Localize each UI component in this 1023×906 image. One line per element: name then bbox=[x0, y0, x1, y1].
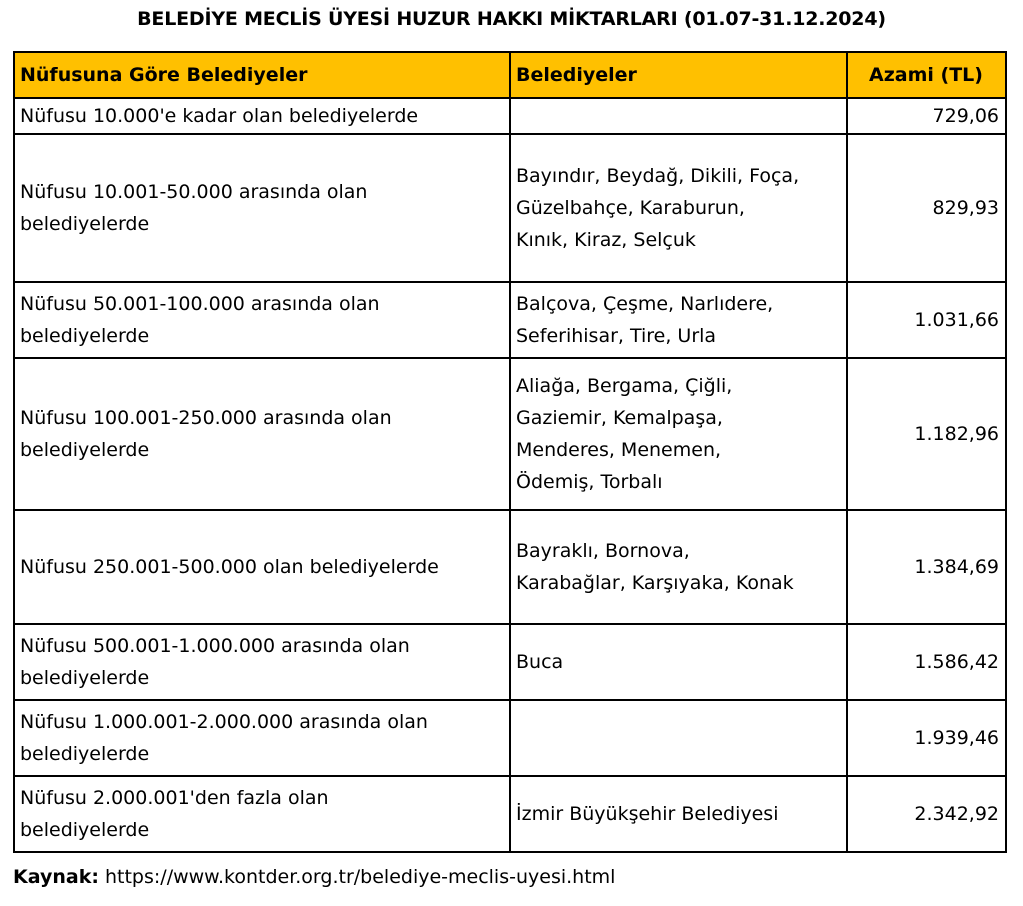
header-category: Nüfusuna Göre Belediyeler bbox=[14, 52, 510, 98]
category-cell-line: Nüfusu 10.000'e kadar olan belediyelerde bbox=[20, 105, 419, 127]
municipalities-cell bbox=[510, 624, 847, 700]
municipalities-cell-line: Ödemiş, Torbalı bbox=[516, 471, 663, 493]
category-cell bbox=[14, 134, 510, 282]
category-cell-line: belediyelerde bbox=[20, 743, 150, 765]
category-cell bbox=[14, 776, 510, 852]
source-note bbox=[13, 866, 615, 888]
municipalities-cell-line: İzmir Büyükşehir Belediyesi bbox=[516, 803, 779, 825]
table-row bbox=[14, 624, 1006, 700]
header-amount: Azami (TL) bbox=[847, 52, 1006, 98]
municipalities-cell bbox=[510, 776, 847, 852]
header-municipalities: Belediyeler bbox=[510, 52, 847, 98]
municipalities-cell-line: Menderes, Menemen, bbox=[516, 439, 722, 461]
municipalities-cell bbox=[510, 358, 847, 510]
municipalities-cell-line: Bayraklı, Bornova, bbox=[516, 540, 690, 562]
category-cell-line: belediyelerde bbox=[20, 325, 150, 347]
amount-cell: 1.031,66 bbox=[847, 282, 1006, 358]
amount-cell: 729,06 bbox=[847, 98, 1006, 134]
amount-cell: 1.182,96 bbox=[847, 358, 1006, 510]
table-row bbox=[14, 358, 1006, 510]
municipalities-cell-line: Kınık, Kiraz, Selçuk bbox=[516, 229, 696, 251]
municipalities-cell bbox=[510, 134, 847, 282]
category-cell bbox=[14, 358, 510, 510]
municipalities-cell-line: Seferihisar, Tire, Urla bbox=[516, 325, 717, 347]
municipalities-cell bbox=[510, 282, 847, 358]
table-header-row bbox=[14, 52, 1006, 98]
amount-cell: 1.384,69 bbox=[847, 510, 1006, 624]
municipalities-cell-line: Karabağlar, Karşıyaka, Konak bbox=[516, 572, 794, 594]
amount-cell: 1.939,46 bbox=[847, 700, 1006, 776]
municipalities-cell-line: Aliağa, Bergama, Çiğli, bbox=[516, 375, 733, 397]
table-row bbox=[14, 700, 1006, 776]
document-title: BELEDİYE MECLİS ÜYESİ HUZUR HAKKI MİKTARLARI (01.07-31.12.2024) bbox=[137, 8, 886, 30]
category-cell-line: Nüfusu 10.001-50.000 arasında olan bbox=[20, 181, 368, 203]
amount-cell: 2.342,92 bbox=[847, 776, 1006, 852]
category-cell-line: Nüfusu 250.001-500.000 olan belediyelerde bbox=[20, 556, 439, 578]
category-cell bbox=[14, 282, 510, 358]
source-label: Kaynak: bbox=[13, 866, 99, 888]
category-cell-line: Nüfusu 50.001-100.000 arasında olan bbox=[20, 293, 380, 315]
municipalities-cell-line: Gaziemir, Kemalpaşa, bbox=[516, 407, 723, 429]
category-cell-line: belediyelerde bbox=[20, 439, 150, 461]
category-cell-line: Nüfusu 2.000.001'den fazla olan bbox=[20, 787, 329, 809]
municipalities-cell-line: Güzelbahçe, Karaburun, bbox=[516, 197, 745, 219]
category-cell-line: Nüfusu 100.001-250.000 arasında olan bbox=[20, 407, 392, 429]
table-row bbox=[14, 510, 1006, 624]
allowance-table bbox=[13, 51, 1007, 853]
category-cell bbox=[14, 510, 510, 624]
category-cell-line: belediyelerde bbox=[20, 213, 150, 235]
amount-cell: 1.586,42 bbox=[847, 624, 1006, 700]
category-cell-line: Nüfusu 500.001-1.000.000 arasında olan bbox=[20, 635, 410, 657]
category-cell-line: Nüfusu 1.000.001-2.000.000 arasında olan bbox=[20, 711, 428, 733]
category-cell bbox=[14, 700, 510, 776]
municipalities-cell-line: Buca bbox=[516, 651, 564, 673]
table-body bbox=[14, 98, 1006, 852]
source-url: https://www.kontder.org.tr/belediye-meclis-uyesi.html bbox=[104, 866, 616, 888]
municipalities-cell bbox=[510, 510, 847, 624]
table-row bbox=[14, 98, 1006, 134]
category-cell-line: belediyelerde bbox=[20, 819, 150, 841]
municipalities-cell bbox=[510, 700, 847, 776]
municipalities-cell-line: Balçova, Çeşme, Narlıdere, bbox=[516, 293, 774, 315]
table-row bbox=[14, 282, 1006, 358]
municipalities-cell-line: Bayındır, Beydağ, Dikili, Foça, bbox=[516, 165, 800, 187]
amount-cell: 829,93 bbox=[847, 134, 1006, 282]
table-row bbox=[14, 776, 1006, 852]
category-cell bbox=[14, 624, 510, 700]
category-cell bbox=[14, 98, 510, 134]
table-row bbox=[14, 134, 1006, 282]
category-cell-line: belediyelerde bbox=[20, 667, 150, 689]
municipalities-cell bbox=[510, 98, 847, 134]
